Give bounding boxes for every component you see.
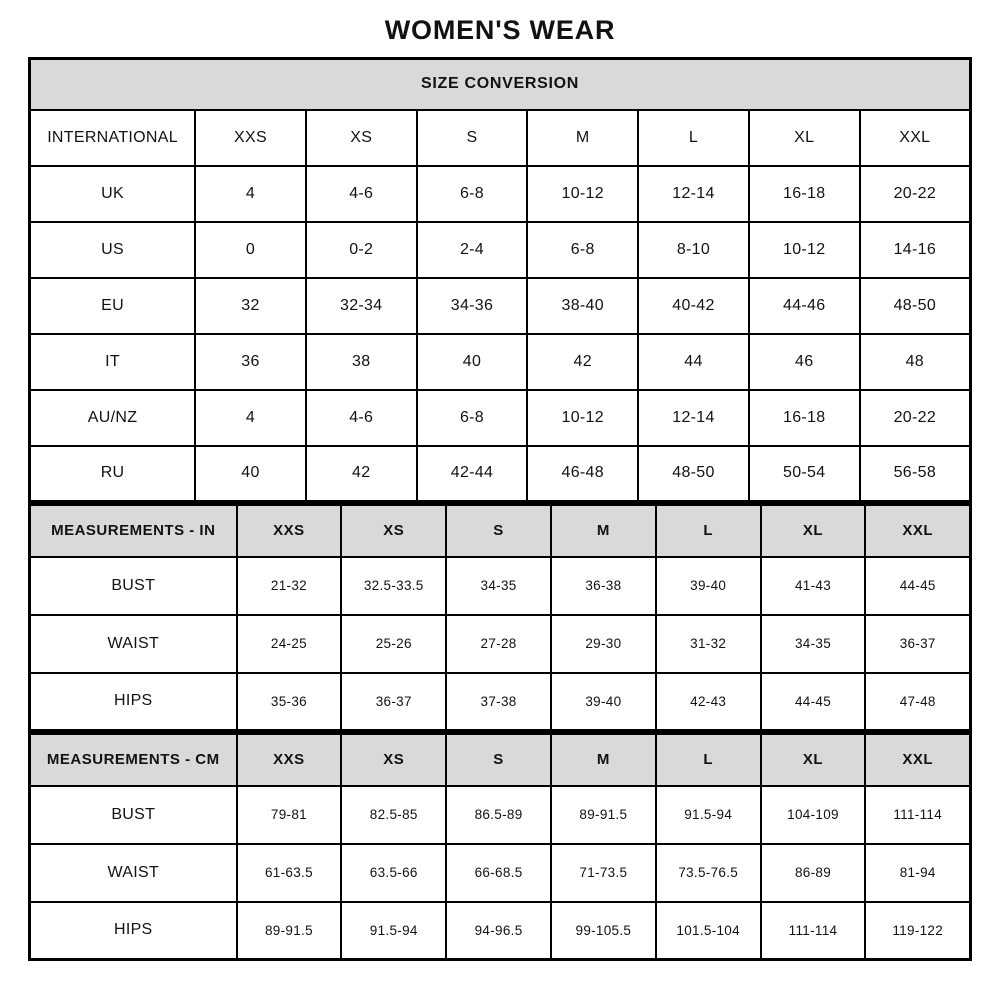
size-cell: 81-94 bbox=[865, 844, 970, 902]
size-cell: 40-42 bbox=[638, 278, 749, 334]
column-header: L bbox=[656, 734, 761, 786]
size-cell: 38 bbox=[306, 334, 417, 390]
size-cell: 2-4 bbox=[417, 222, 528, 278]
size-cell: 99-105.5 bbox=[551, 902, 656, 960]
column-header: XXL bbox=[865, 734, 970, 786]
column-header: XXL bbox=[860, 110, 971, 166]
column-header: L bbox=[638, 110, 749, 166]
size-cell: 34-36 bbox=[417, 278, 528, 334]
measurements-cm-table bbox=[28, 732, 972, 961]
size-cell: 61-63.5 bbox=[237, 844, 342, 902]
size-cell: 36-37 bbox=[341, 673, 446, 731]
size-cell: 24-25 bbox=[237, 615, 342, 673]
size-cell: 44-45 bbox=[761, 673, 866, 731]
size-cell: 6-8 bbox=[417, 390, 528, 446]
table-row bbox=[30, 390, 971, 446]
size-cell: 34-35 bbox=[761, 615, 866, 673]
size-cell: 101.5-104 bbox=[656, 902, 761, 960]
table-row bbox=[30, 278, 971, 334]
column-header: XXS bbox=[237, 505, 342, 557]
size-cell: 46 bbox=[749, 334, 860, 390]
size-cell: 20-22 bbox=[860, 390, 971, 446]
column-header: S bbox=[417, 110, 528, 166]
row-label: IT bbox=[30, 334, 196, 390]
column-header: XS bbox=[341, 734, 446, 786]
size-cell: 111-114 bbox=[865, 786, 970, 844]
size-cell: 119-122 bbox=[865, 902, 970, 960]
size-cell: 86-89 bbox=[761, 844, 866, 902]
size-cell: 44 bbox=[638, 334, 749, 390]
size-cell: 39-40 bbox=[551, 673, 656, 731]
row-label: WAIST bbox=[30, 844, 237, 902]
size-cell: 21-32 bbox=[237, 557, 342, 615]
column-header: INTERNATIONAL bbox=[30, 110, 196, 166]
size-cell: 20-22 bbox=[860, 166, 971, 222]
size-cell: 48-50 bbox=[638, 446, 749, 502]
size-cell: 47-48 bbox=[865, 673, 970, 731]
size-cell: 0-2 bbox=[306, 222, 417, 278]
column-header: L bbox=[656, 505, 761, 557]
column-header-row bbox=[30, 734, 971, 786]
size-cell: 39-40 bbox=[656, 557, 761, 615]
row-label: AU/NZ bbox=[30, 390, 196, 446]
size-cell: 48-50 bbox=[860, 278, 971, 334]
page-title: WOMEN'S WEAR bbox=[384, 15, 616, 45]
size-cell: 86.5-89 bbox=[446, 786, 551, 844]
size-cell: 6-8 bbox=[417, 166, 528, 222]
size-cell: 4 bbox=[195, 390, 306, 446]
table-row bbox=[30, 334, 971, 390]
column-header: XS bbox=[341, 505, 446, 557]
size-cell: 38-40 bbox=[527, 278, 638, 334]
size-cell: 0 bbox=[195, 222, 306, 278]
size-cell: 40 bbox=[417, 334, 528, 390]
size-cell: 4-6 bbox=[306, 166, 417, 222]
size-cell: 12-14 bbox=[638, 166, 749, 222]
size-cell: 46-48 bbox=[527, 446, 638, 502]
size-cell: 6-8 bbox=[527, 222, 638, 278]
table-banner-row bbox=[30, 59, 971, 110]
column-header: M bbox=[527, 110, 638, 166]
size-cell: 48 bbox=[860, 334, 971, 390]
row-label: BUST bbox=[30, 557, 237, 615]
row-label: US bbox=[30, 222, 196, 278]
size-cell: 41-43 bbox=[761, 557, 866, 615]
size-cell: 10-12 bbox=[527, 166, 638, 222]
row-label: UK bbox=[30, 166, 196, 222]
size-cell: 42 bbox=[306, 446, 417, 502]
size-cell: 104-109 bbox=[761, 786, 866, 844]
column-header: M bbox=[551, 505, 656, 557]
size-cell: 14-16 bbox=[860, 222, 971, 278]
size-cell: 16-18 bbox=[749, 390, 860, 446]
size-cell: 91.5-94 bbox=[656, 786, 761, 844]
size-cell: 36-37 bbox=[865, 615, 970, 673]
size-cell: 32-34 bbox=[306, 278, 417, 334]
measurements-cm-header: MEASUREMENTS - CM bbox=[30, 734, 237, 786]
size-cell: 56-58 bbox=[860, 446, 971, 502]
size-cell: 50-54 bbox=[749, 446, 860, 502]
size-cell: 25-26 bbox=[341, 615, 446, 673]
size-cell: 8-10 bbox=[638, 222, 749, 278]
size-cell: 89-91.5 bbox=[551, 786, 656, 844]
measurements-in-table bbox=[28, 503, 972, 732]
column-header: XXS bbox=[195, 110, 306, 166]
column-header: XL bbox=[761, 734, 866, 786]
size-cell: 27-28 bbox=[446, 615, 551, 673]
size-cell: 36 bbox=[195, 334, 306, 390]
size-cell: 63.5-66 bbox=[341, 844, 446, 902]
size-cell: 42-43 bbox=[656, 673, 761, 731]
size-cell: 12-14 bbox=[638, 390, 749, 446]
table-row bbox=[30, 844, 971, 902]
size-cell: 73.5-76.5 bbox=[656, 844, 761, 902]
table-row bbox=[30, 446, 971, 502]
size-cell: 79-81 bbox=[237, 786, 342, 844]
size-cell: 35-36 bbox=[237, 673, 342, 731]
row-label: HIPS bbox=[30, 902, 237, 960]
size-cell: 36-38 bbox=[551, 557, 656, 615]
size-conversion-table bbox=[28, 57, 972, 503]
size-cell: 42 bbox=[527, 334, 638, 390]
size-cell: 10-12 bbox=[527, 390, 638, 446]
row-label: EU bbox=[30, 278, 196, 334]
size-cell: 44-46 bbox=[749, 278, 860, 334]
size-cell: 34-35 bbox=[446, 557, 551, 615]
size-cell: 82.5-85 bbox=[341, 786, 446, 844]
size-cell: 4-6 bbox=[306, 390, 417, 446]
size-cell: 10-12 bbox=[749, 222, 860, 278]
table-row bbox=[30, 786, 971, 844]
size-cell: 42-44 bbox=[417, 446, 528, 502]
row-label: HIPS bbox=[30, 673, 237, 731]
size-cell: 89-91.5 bbox=[237, 902, 342, 960]
column-header-row bbox=[30, 110, 971, 166]
size-cell: 66-68.5 bbox=[446, 844, 551, 902]
column-header: XXS bbox=[237, 734, 342, 786]
row-label: WAIST bbox=[30, 615, 237, 673]
size-cell: 32.5-33.5 bbox=[341, 557, 446, 615]
row-label: RU bbox=[30, 446, 196, 502]
size-cell: 94-96.5 bbox=[446, 902, 551, 960]
size-cell: 4 bbox=[195, 166, 306, 222]
column-header: XL bbox=[749, 110, 860, 166]
size-cell: 91.5-94 bbox=[341, 902, 446, 960]
size-cell: 37-38 bbox=[446, 673, 551, 731]
table-row bbox=[30, 166, 971, 222]
size-conversion-banner: SIZE CONVERSION bbox=[30, 59, 971, 110]
table-row bbox=[30, 615, 971, 673]
row-label: BUST bbox=[30, 786, 237, 844]
size-cell: 40 bbox=[195, 446, 306, 502]
size-cell: 111-114 bbox=[761, 902, 866, 960]
size-cell: 29-30 bbox=[551, 615, 656, 673]
table-row bbox=[30, 222, 971, 278]
size-cell: 32 bbox=[195, 278, 306, 334]
table-row bbox=[30, 557, 971, 615]
column-header: XL bbox=[761, 505, 866, 557]
column-header: S bbox=[446, 734, 551, 786]
size-cell: 31-32 bbox=[656, 615, 761, 673]
column-header: M bbox=[551, 734, 656, 786]
column-header-row bbox=[30, 505, 971, 557]
table-row bbox=[30, 902, 971, 960]
size-cell: 44-45 bbox=[865, 557, 970, 615]
column-header: XXL bbox=[865, 505, 970, 557]
size-cell: 71-73.5 bbox=[551, 844, 656, 902]
column-header: S bbox=[446, 505, 551, 557]
measurements-in-header: MEASUREMENTS - IN bbox=[30, 505, 237, 557]
size-cell: 16-18 bbox=[749, 166, 860, 222]
table-row bbox=[30, 673, 971, 731]
column-header: XS bbox=[306, 110, 417, 166]
